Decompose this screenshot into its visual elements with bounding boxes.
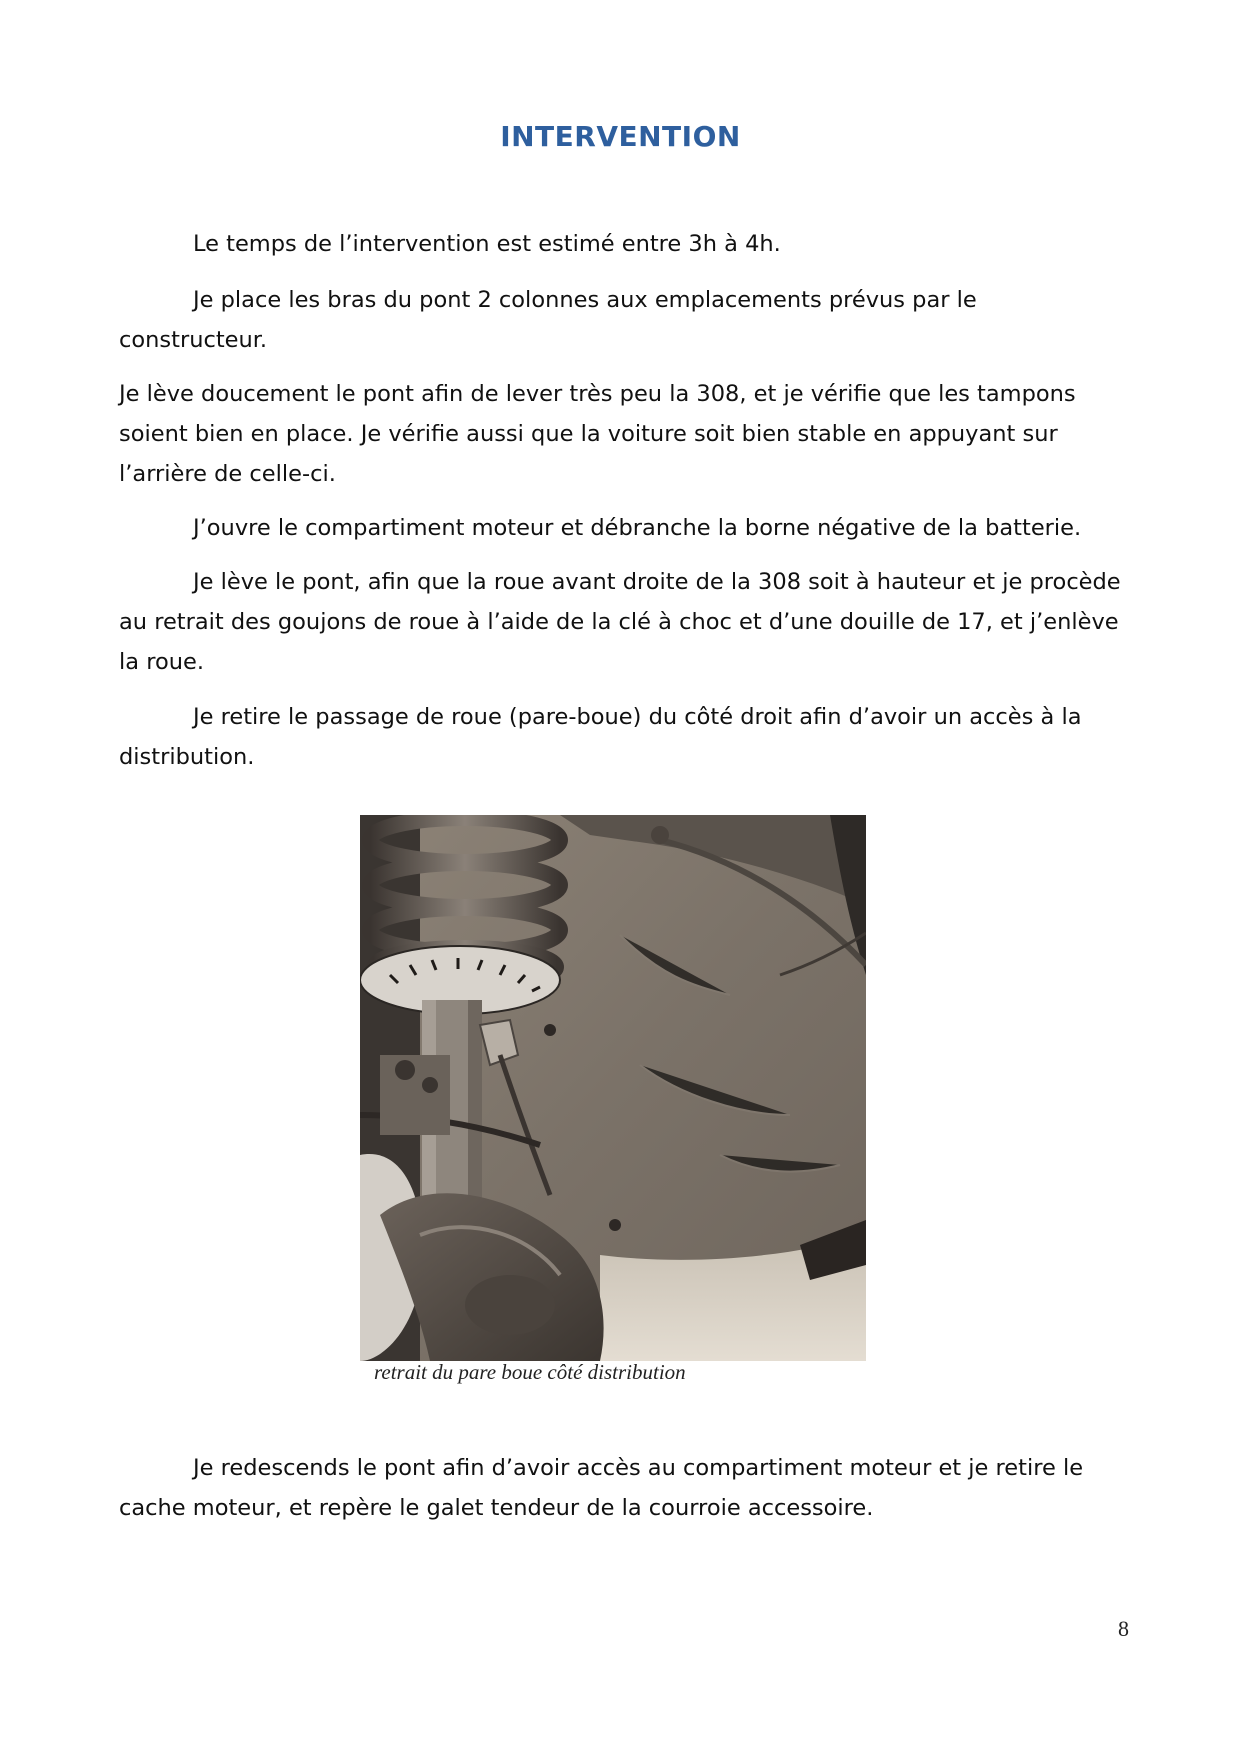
paragraph-wheel-removal: Je lève le pont, afin que la roue avant droite de la 308 soit à hauteur et je procède au retrait des goujons de roue à l’aide de la clé à choc et d’une douille de 17, et j’enlève la roue. bbox=[119, 569, 1121, 675]
paragraph-battery: J’ouvre le compartiment moteur et débranche la borne négative de la batterie. bbox=[193, 515, 1082, 541]
page-number: 8 bbox=[1118, 1616, 1129, 1641]
paragraph-engine-cover: Je redescends le pont afin d’avoir accès au compartiment moteur et je retire le cache moteur, et repère le galet tendeur de la courroie accessoire. bbox=[119, 1455, 1084, 1521]
liner-bolt bbox=[544, 1024, 556, 1036]
liner-bolt bbox=[651, 826, 669, 844]
page-title: INTERVENTION bbox=[500, 120, 741, 153]
paragraph-intervention-time: Le temps de l’intervention est estimé entre 3h à 4h. bbox=[193, 231, 781, 257]
figure-caption: retrait du pare boue côté distribution bbox=[374, 1360, 686, 1384]
wheel-arch-photo bbox=[360, 815, 866, 1361]
paragraph-lift-check: Je lève doucement le pont afin de lever très peu la 308, et je vérifie que les tampons soient bien en place. Je vérifie aussi que la voiture soit bien stable en appuyant sur l’arrière de celle-ci. bbox=[119, 381, 1076, 487]
paragraph-lift-arms: Je place les bras du pont 2 colonnes aux emplacements prévus par le constructeur. bbox=[119, 287, 977, 353]
paragraph-mudguard: Je retire le passage de roue (pare-boue) du côté droit afin d’avoir un accès à la distribution. bbox=[119, 704, 1082, 770]
liner-bolt bbox=[609, 1219, 621, 1231]
